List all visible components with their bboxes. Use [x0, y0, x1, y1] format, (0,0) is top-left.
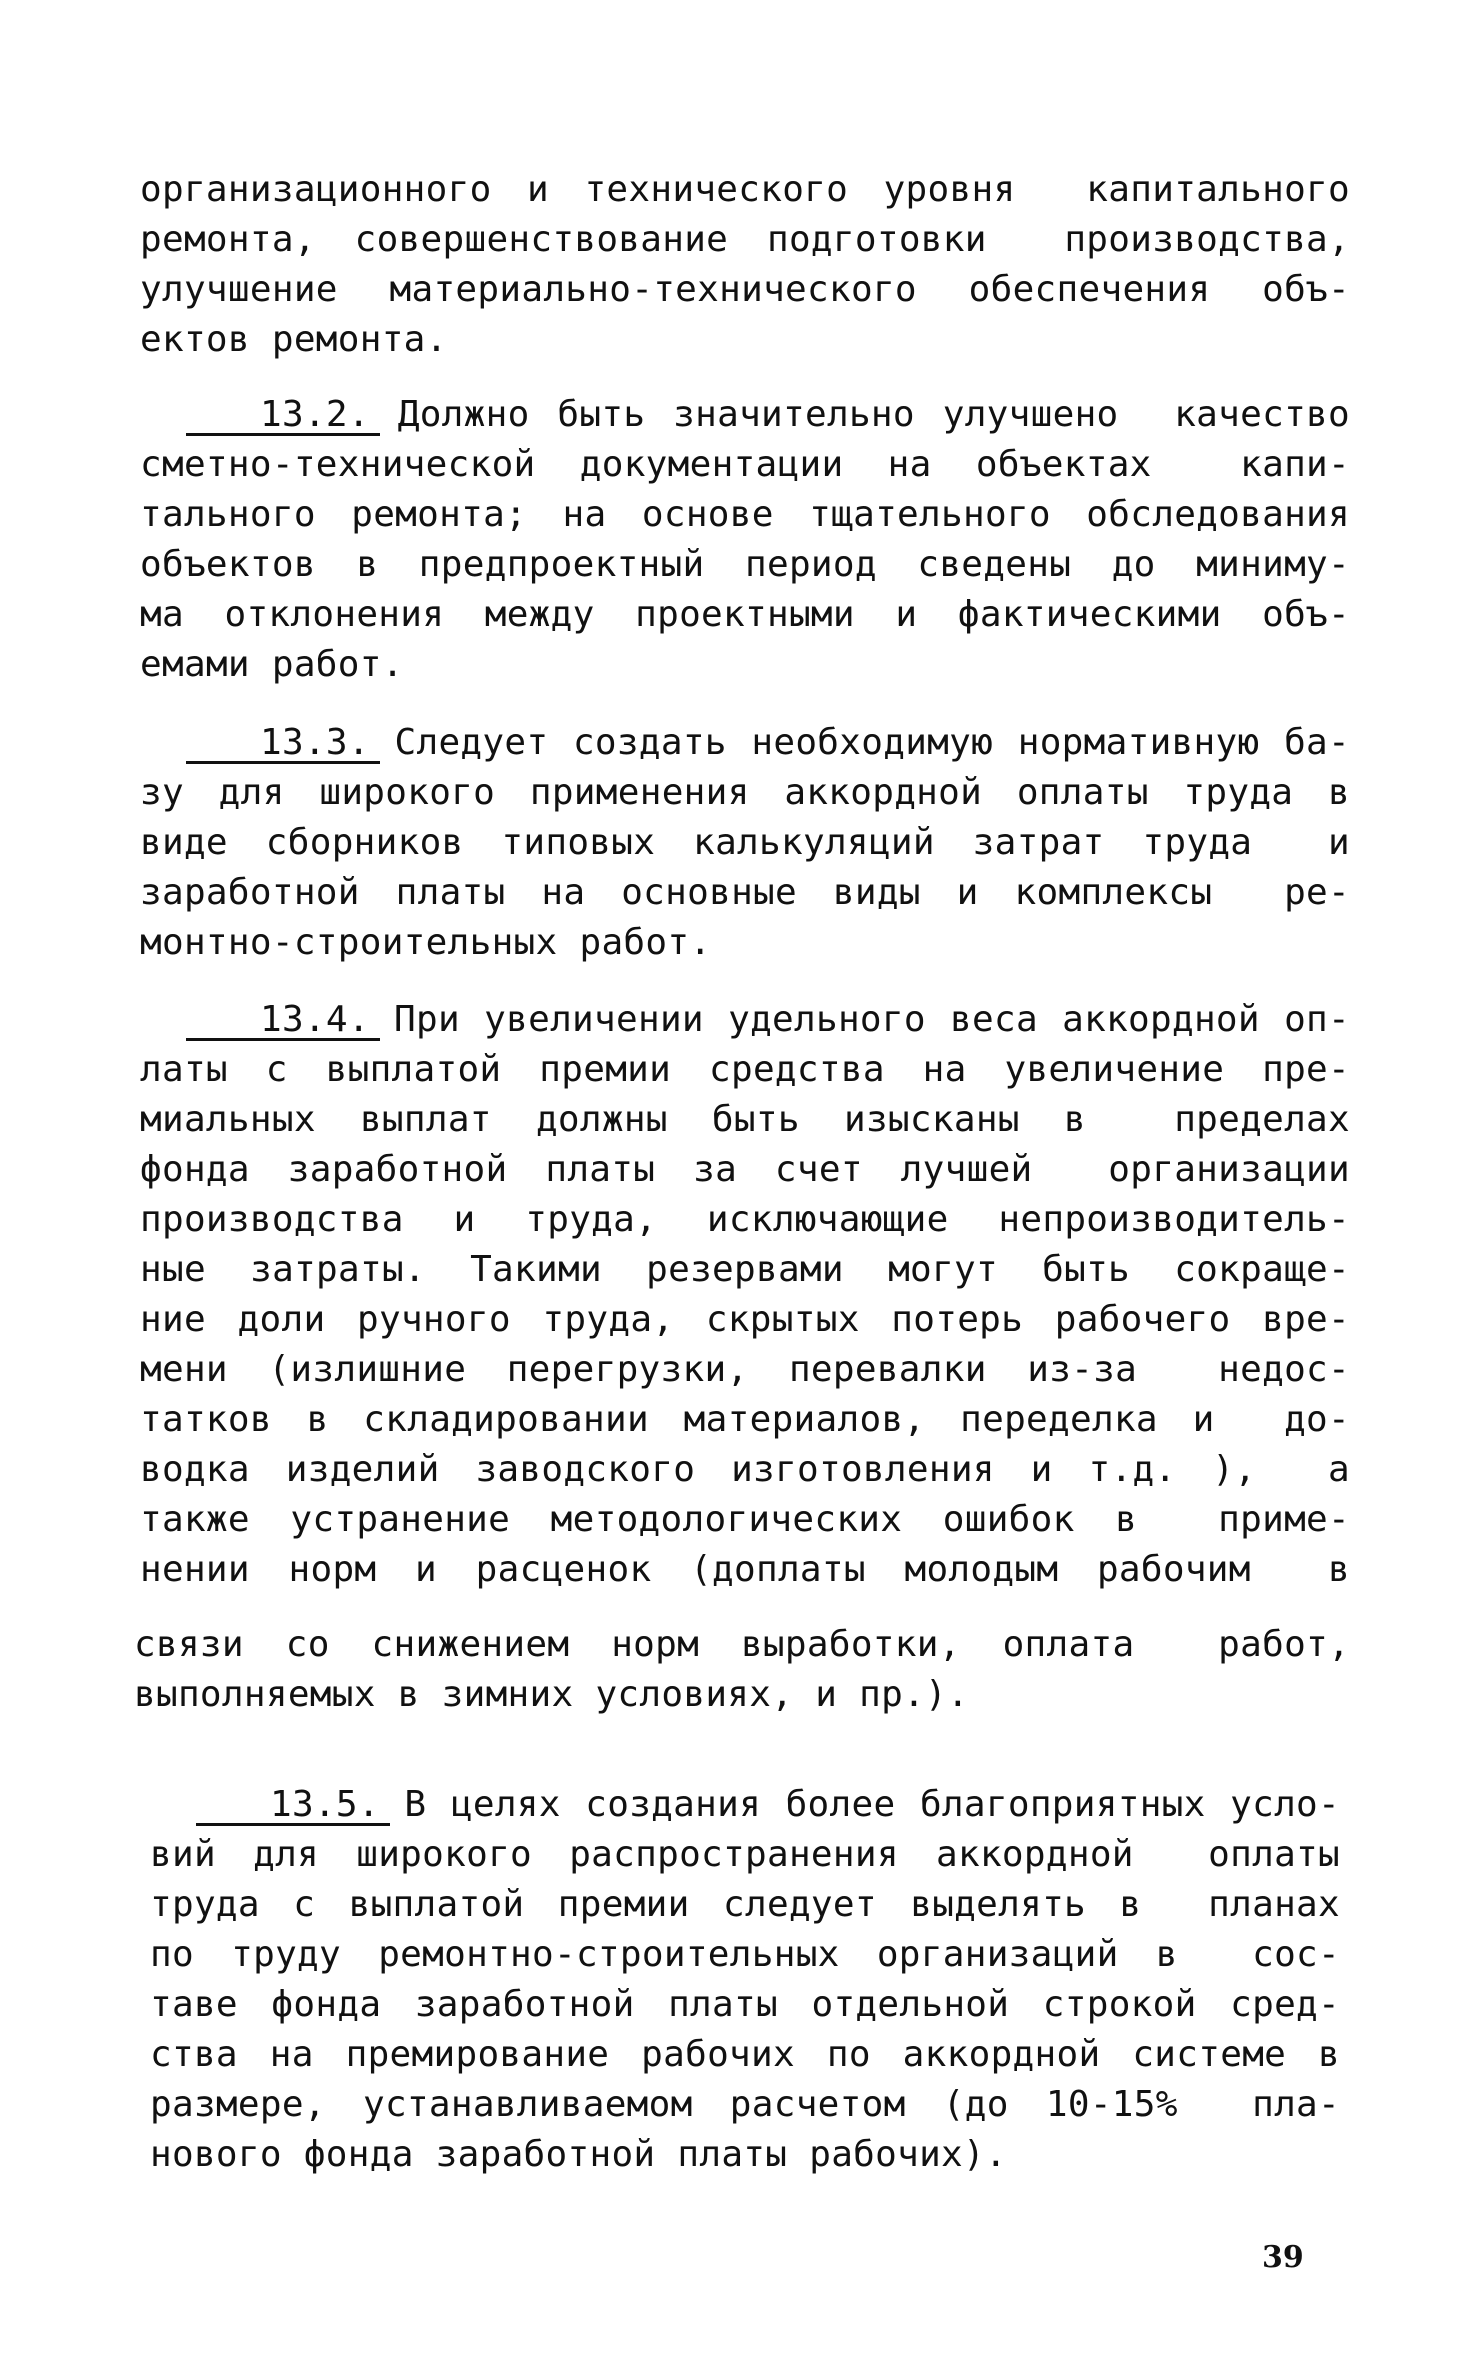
- text-line: ма отклонения между проектными и фактическими объ-: [140, 594, 1350, 635]
- text-line: монтно-строительных работ.: [140, 922, 712, 963]
- text-line: организационного и технического уровня капитального: [140, 169, 1350, 210]
- text-line: размере, устанавливаемом расчетом (до 10-15% пла-: [150, 2084, 1340, 2125]
- text-line: заработной платы на основные виды и комплексы ре-: [140, 872, 1350, 913]
- text-line: по труду ремонтно-строительных организаций в сос-: [150, 1934, 1340, 1975]
- text-line: миальных выплат должны быть изысканы в пределах: [140, 1099, 1350, 1140]
- text-line: водка изделий заводского изготовления и т.д. ), а: [140, 1449, 1350, 1490]
- text-line: вий для широкого распространения аккордной оплаты: [150, 1834, 1340, 1875]
- text-line: связи со снижением норм выработки, оплата работ,: [134, 1624, 1350, 1665]
- section-number: 13.2.: [200, 390, 370, 440]
- text-line: также устранение методологических ошибок в приме-: [140, 1499, 1350, 1540]
- text-line: ектов ремонта.: [140, 319, 448, 360]
- text-line: тального ремонта; на основе тщательного обследования: [140, 494, 1350, 535]
- section-13-4: [140, 995, 1350, 1595]
- text-line: нении норм и расценок (доплаты молодым рабочим в: [140, 1549, 1350, 1590]
- text-line: объектов в предпроектный период сведены до миниму-: [140, 544, 1350, 585]
- text-line: латы с выплатой премии средства на увеличение пре-: [140, 1049, 1350, 1090]
- section-13-3: [140, 718, 1350, 968]
- section-first-line-text: Следует создать необходимую нормативную ба-: [369, 722, 1350, 763]
- text-line: фонда заработной платы за счет лучшей организации: [140, 1149, 1350, 1190]
- section-first-line: [150, 1780, 1340, 1830]
- intro-paragraph: [140, 165, 1350, 365]
- section-first-line-text: Должно быть значительно улучшено качество: [369, 394, 1350, 435]
- section-first-line: [140, 718, 1350, 768]
- section-13-5: [150, 1780, 1340, 2180]
- text-line: виде сборников типовых калькуляций затрат труда и: [140, 822, 1350, 863]
- text-line: выполняемых в зимних условиях, и пр.).: [134, 1674, 970, 1715]
- text-line: мени (излишние перегрузки, перевалки из-за недос-: [140, 1349, 1350, 1390]
- section-first-line: [140, 390, 1350, 440]
- section-first-line-text: В целях создания более благоприятных усло-: [379, 1784, 1340, 1825]
- text-line: ние доли ручного труда, скрытых потерь рабочего вре-: [140, 1299, 1350, 1340]
- section-13-2: [140, 390, 1350, 690]
- text-line: труда с выплатой премии следует выделять в планах: [150, 1884, 1340, 1925]
- section-13-4-continuation: [134, 1620, 1350, 1720]
- text-line: ства на премирование рабочих по аккордной системе в: [150, 2034, 1340, 2075]
- text-line: нового фонда заработной платы рабочих).: [150, 2134, 1007, 2175]
- section-number: 13.5.: [210, 1780, 380, 1830]
- text-line: ные затраты. Такими резервами могут быть сокраще-: [140, 1249, 1350, 1290]
- section-number: 13.3.: [200, 718, 370, 768]
- text-line: зу для широкого применения аккордной оплаты труда в: [140, 772, 1350, 813]
- page-number: 39: [1262, 2240, 1304, 2275]
- text-line: улучшение материально-технического обеспечения объ-: [140, 269, 1350, 310]
- text-line: сметно-технической документации на объектах капи-: [140, 444, 1350, 485]
- text-line: ремонта, совершенствование подготовки производства,: [140, 219, 1350, 260]
- text-line: таве фонда заработной платы отдельной строкой сред-: [150, 1984, 1340, 2025]
- text-line: татков в складировании материалов, переделка и до-: [140, 1399, 1350, 1440]
- section-number: 13.4.: [200, 995, 370, 1045]
- text-line: емами работ.: [140, 644, 404, 685]
- section-first-line-text: При увеличении удельного веса аккордной оп-: [369, 999, 1350, 1040]
- section-first-line: [140, 995, 1350, 1045]
- text-line: производства и труда, исключающие непроизводитель-: [140, 1199, 1350, 1240]
